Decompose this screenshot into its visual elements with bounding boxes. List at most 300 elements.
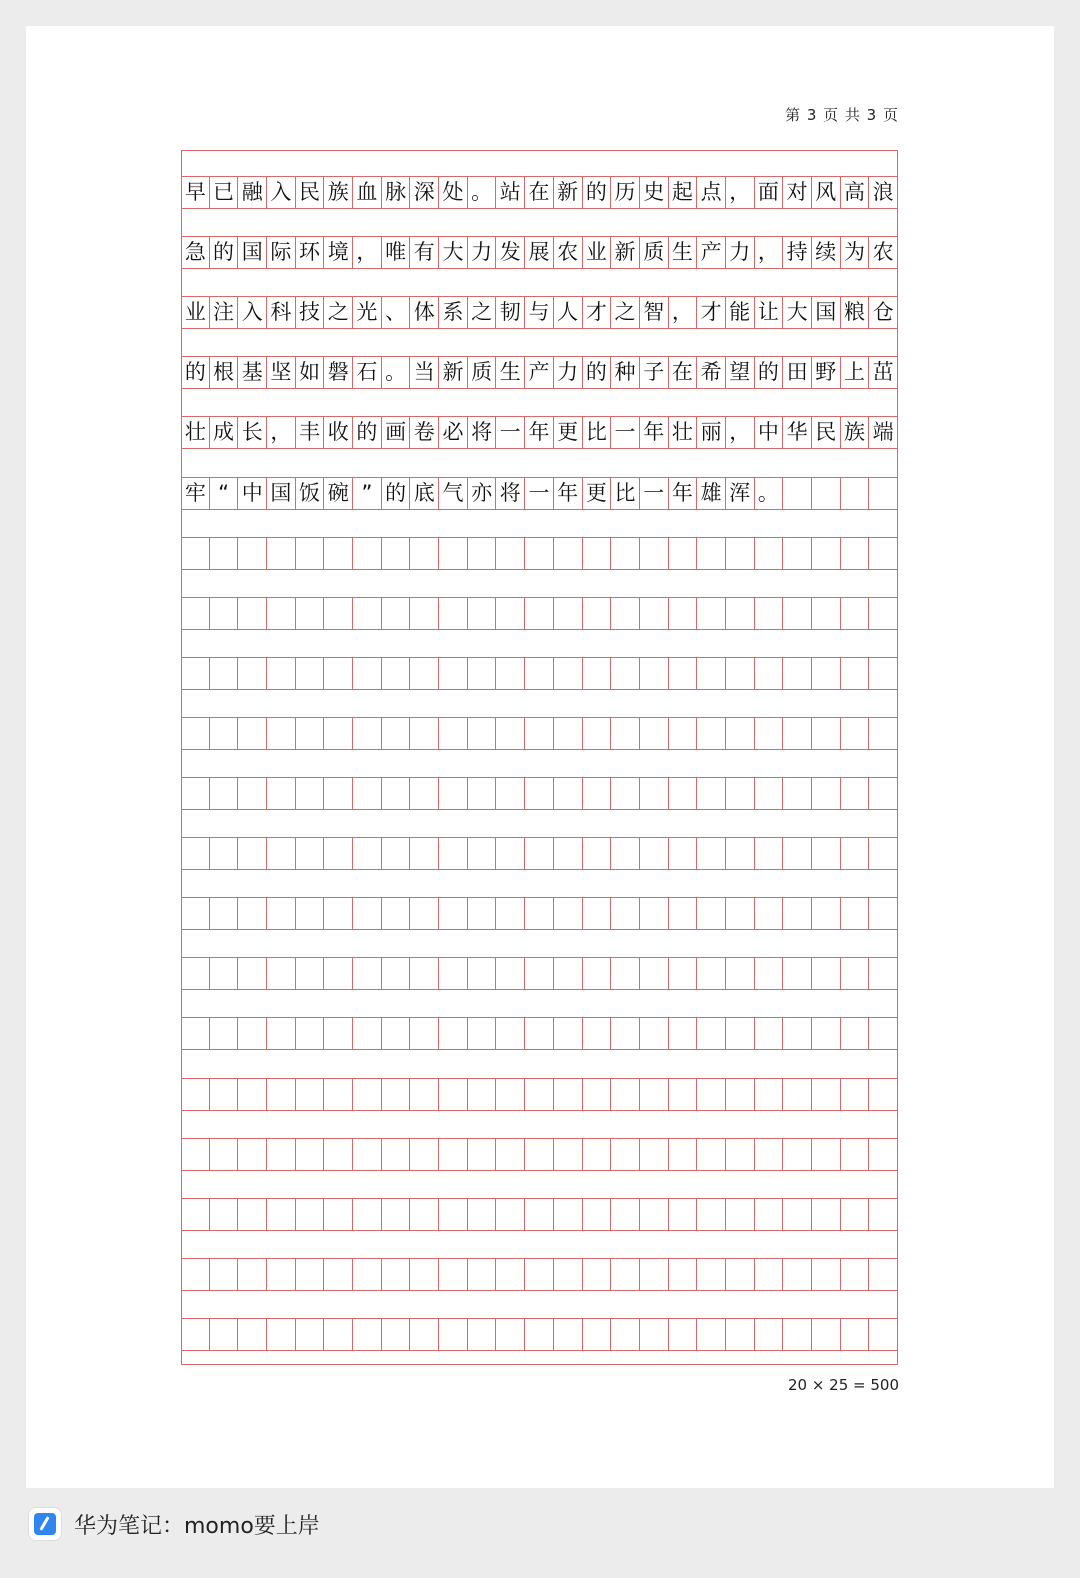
grid-cell	[525, 1199, 554, 1230]
grid-cell: 面	[755, 177, 784, 208]
grid-cell	[267, 1259, 296, 1290]
grid-cell: 点	[697, 177, 726, 208]
grid-cell: “	[210, 478, 239, 509]
grid-cell: 风	[812, 177, 841, 208]
grid-cell: 之	[324, 297, 353, 328]
grid-row	[181, 176, 898, 209]
grid-cell	[181, 1079, 210, 1110]
grid-cell	[869, 778, 898, 809]
grid-cell: 新	[439, 357, 468, 388]
grid-cell: 续	[812, 237, 841, 268]
grid-cell: 展	[525, 237, 554, 268]
grid-cell	[611, 838, 640, 869]
grid-cell	[267, 718, 296, 749]
grid-cell	[726, 598, 755, 629]
grid-cell	[267, 1199, 296, 1230]
grid-cell	[296, 658, 325, 689]
grid-cell	[210, 1018, 239, 1049]
grid-cell	[841, 778, 870, 809]
grid-cell	[496, 898, 525, 929]
grid-cell	[181, 778, 210, 809]
grid-cell: 上	[841, 357, 870, 388]
grid-cell	[755, 838, 784, 869]
grid-cell: 牢	[181, 478, 210, 509]
grid-cell	[812, 1259, 841, 1290]
grid-cell	[583, 1018, 612, 1049]
cell-count: 20 × 25 = 500	[787, 1376, 899, 1394]
grid-cell	[669, 1199, 698, 1230]
grid-cell	[554, 1079, 583, 1110]
grid-cell: 农	[554, 237, 583, 268]
grid-cell: 智	[640, 297, 669, 328]
grid-cell	[238, 1319, 267, 1350]
grid-cell	[640, 718, 669, 749]
grid-row	[181, 236, 898, 269]
grid-cell	[697, 1199, 726, 1230]
grid-cell: 生	[496, 357, 525, 388]
grid-cell: 民	[812, 417, 841, 448]
grid-cell	[382, 1319, 411, 1350]
paper-page	[26, 26, 1054, 1488]
grid-cell: 雄	[697, 478, 726, 509]
grid-cell	[697, 898, 726, 929]
grid-cell	[669, 538, 698, 569]
grid-cell	[611, 778, 640, 809]
grid-cell	[755, 1319, 784, 1350]
grid-cell	[554, 1139, 583, 1170]
grid-cell	[697, 1018, 726, 1049]
grid-cell	[468, 1199, 497, 1230]
grid-cell: 碗	[324, 478, 353, 509]
grid-cell	[755, 958, 784, 989]
grid-cell	[324, 838, 353, 869]
grid-cell: 人	[554, 297, 583, 328]
grid-cell	[410, 1018, 439, 1049]
grid-cell	[669, 1018, 698, 1049]
grid-cell	[611, 538, 640, 569]
grid-cell	[296, 1079, 325, 1110]
grid-cell	[382, 958, 411, 989]
grid-cell	[869, 1199, 898, 1230]
grid-cell: 画	[382, 417, 411, 448]
grid-cell	[841, 838, 870, 869]
grid-cell	[554, 1199, 583, 1230]
grid-cell	[554, 658, 583, 689]
grid-cell	[669, 718, 698, 749]
grid-cell: 希	[697, 357, 726, 388]
grid-cell: 当	[410, 357, 439, 388]
grid-cell: 种	[611, 357, 640, 388]
grid-cell	[353, 1319, 382, 1350]
grid-cell	[468, 1139, 497, 1170]
grid-cell	[410, 1259, 439, 1290]
grid-cell	[382, 538, 411, 569]
grid-row	[181, 1258, 898, 1291]
grid-cell: 的	[583, 177, 612, 208]
grid-cell	[210, 1319, 239, 1350]
grid-cell	[611, 718, 640, 749]
grid-cell	[353, 718, 382, 749]
grid-cell: 生	[669, 237, 698, 268]
notes-app-icon	[28, 1507, 62, 1541]
grid-cell	[382, 1199, 411, 1230]
grid-cell	[640, 778, 669, 809]
grid-cell: 更	[583, 478, 612, 509]
grid-cell	[296, 778, 325, 809]
grid-cell	[726, 1259, 755, 1290]
grid-cell: 磐	[324, 357, 353, 388]
grid-cell	[324, 1018, 353, 1049]
grid-cell	[554, 778, 583, 809]
grid-cell	[869, 898, 898, 929]
grid-cell: 历	[611, 177, 640, 208]
grid-cell	[583, 1139, 612, 1170]
grid-cell	[496, 838, 525, 869]
grid-cell	[496, 1259, 525, 1290]
grid-cell: 丽	[697, 417, 726, 448]
grid-cell	[353, 838, 382, 869]
grid-cell	[439, 778, 468, 809]
grid-cell	[755, 1259, 784, 1290]
grid-cell	[324, 1139, 353, 1170]
grid-cell: 对	[783, 177, 812, 208]
grid-cell: 体	[410, 297, 439, 328]
grid-cell	[640, 958, 669, 989]
grid-cell: 如	[296, 357, 325, 388]
grid-cell	[496, 1319, 525, 1350]
grid-cell: 融	[238, 177, 267, 208]
grid-cell	[468, 838, 497, 869]
grid-cell	[525, 658, 554, 689]
grid-cell: 产	[697, 237, 726, 268]
grid-cell	[841, 898, 870, 929]
grid-cell: 壮	[181, 417, 210, 448]
grid-cell	[755, 538, 784, 569]
grid-cell	[238, 1139, 267, 1170]
grid-cell	[783, 1199, 812, 1230]
grid-cell	[267, 1079, 296, 1110]
grid-cell	[324, 1199, 353, 1230]
grid-cell	[841, 958, 870, 989]
writing-grid	[181, 150, 898, 1365]
grid-cell	[755, 1199, 784, 1230]
grid-cell	[410, 598, 439, 629]
grid-cell	[640, 1139, 669, 1170]
grid-cell	[353, 538, 382, 569]
grid-cell: 发	[496, 237, 525, 268]
grid-cell	[783, 958, 812, 989]
grid-cell	[669, 898, 698, 929]
grid-cell	[554, 958, 583, 989]
grid-cell: 的	[353, 417, 382, 448]
grid-cell: 唯	[382, 237, 411, 268]
grid-cell	[869, 1259, 898, 1290]
grid-cell	[181, 658, 210, 689]
grid-cell	[496, 598, 525, 629]
grid-cell	[410, 838, 439, 869]
grid-cell: 气	[439, 478, 468, 509]
grid-cell: 韧	[496, 297, 525, 328]
grid-cell: 已	[210, 177, 239, 208]
grid-cell	[726, 538, 755, 569]
grid-cell: 的	[382, 478, 411, 509]
grid-cell	[410, 778, 439, 809]
grid-cell: 起	[669, 177, 698, 208]
grid-cell: 亦	[468, 478, 497, 509]
grid-cell	[439, 1319, 468, 1350]
grid-row	[181, 1138, 898, 1171]
grid-cell: 急	[181, 237, 210, 268]
grid-cell: 入	[267, 177, 296, 208]
grid-cell	[783, 1018, 812, 1049]
grid-cell: 与	[525, 297, 554, 328]
grid-cell	[812, 958, 841, 989]
grid-cell	[611, 1259, 640, 1290]
grid-cell: 成	[210, 417, 239, 448]
grid-cell	[296, 898, 325, 929]
grid-cell	[210, 718, 239, 749]
grid-cell: 史	[640, 177, 669, 208]
grid-cell	[267, 898, 296, 929]
grid-cell	[697, 838, 726, 869]
grid-cell	[783, 1319, 812, 1350]
grid-cell	[755, 778, 784, 809]
grid-cell	[353, 1139, 382, 1170]
grid-cell	[296, 958, 325, 989]
grid-cell	[324, 778, 353, 809]
grid-cell	[468, 1259, 497, 1290]
grid-cell	[812, 658, 841, 689]
grid-cell	[468, 958, 497, 989]
grid-cell: 新	[611, 237, 640, 268]
grid-cell	[181, 1139, 210, 1170]
grid-cell: 民	[296, 177, 325, 208]
grid-cell	[583, 658, 612, 689]
grid-cell: 产	[525, 357, 554, 388]
grid-cell	[755, 598, 784, 629]
grid-cell: ，	[726, 177, 755, 208]
grid-cell	[296, 598, 325, 629]
grid-cell	[554, 598, 583, 629]
grid-cell	[783, 538, 812, 569]
grid-cell: 深	[410, 177, 439, 208]
grid-row	[181, 957, 898, 990]
grid-cell	[181, 1319, 210, 1350]
grid-cell	[525, 1319, 554, 1350]
grid-cell	[726, 1139, 755, 1170]
grid-cell	[267, 958, 296, 989]
grid-cell	[238, 598, 267, 629]
grid-cell	[783, 658, 812, 689]
grid-cell: 一	[640, 478, 669, 509]
grid-cell	[410, 898, 439, 929]
grid-cell	[783, 718, 812, 749]
grid-cell: 丰	[296, 417, 325, 448]
grid-cell	[439, 1259, 468, 1290]
grid-cell: 之	[468, 297, 497, 328]
grid-cell	[382, 1079, 411, 1110]
grid-cell	[353, 1018, 382, 1049]
grid-cell	[210, 658, 239, 689]
grid-cell	[525, 1018, 554, 1049]
grid-cell: 年	[554, 478, 583, 509]
grid-cell: 中	[755, 417, 784, 448]
grid-cell: 一	[525, 478, 554, 509]
grid-cell	[726, 958, 755, 989]
grid-cell	[812, 1079, 841, 1110]
grid-cell	[611, 1319, 640, 1350]
grid-cell	[210, 778, 239, 809]
grid-cell: 。	[468, 177, 497, 208]
grid-row	[181, 1017, 898, 1050]
grid-cell	[238, 718, 267, 749]
grid-cell: 收	[324, 417, 353, 448]
grid-cell: 持	[783, 237, 812, 268]
grid-cell: 有	[410, 237, 439, 268]
grid-cell	[812, 778, 841, 809]
grid-cell	[410, 1199, 439, 1230]
grid-cell	[669, 1259, 698, 1290]
grid-cell	[697, 958, 726, 989]
grid-cell	[496, 1199, 525, 1230]
grid-cell	[525, 898, 554, 929]
grid-cell: 能	[726, 297, 755, 328]
grid-cell	[525, 958, 554, 989]
grid-cell: 更	[554, 417, 583, 448]
grid-cell: 业	[181, 297, 210, 328]
grid-cell: 质	[640, 237, 669, 268]
grid-cell	[640, 658, 669, 689]
grid-cell	[238, 538, 267, 569]
grid-cell: 。	[382, 357, 411, 388]
grid-cell	[267, 778, 296, 809]
grid-cell: 根	[210, 357, 239, 388]
grid-cell	[324, 598, 353, 629]
grid-cell: 壮	[669, 417, 698, 448]
grid-cell	[382, 778, 411, 809]
grid-cell	[468, 658, 497, 689]
grid-cell	[755, 1018, 784, 1049]
grid-cell	[812, 1199, 841, 1230]
grid-cell: 中	[238, 478, 267, 509]
grid-cell	[583, 718, 612, 749]
grid-cell	[382, 1018, 411, 1049]
grid-cell	[841, 1079, 870, 1110]
grid-cell	[382, 598, 411, 629]
grid-cell	[841, 1259, 870, 1290]
grid-cell	[583, 598, 612, 629]
grid-cell	[296, 1018, 325, 1049]
grid-cell: 国	[267, 478, 296, 509]
grid-cell	[181, 1199, 210, 1230]
grid-cell	[583, 538, 612, 569]
grid-cell	[783, 1259, 812, 1290]
grid-cell	[238, 958, 267, 989]
grid-cell	[324, 898, 353, 929]
grid-cell	[640, 1079, 669, 1110]
grid-cell	[496, 1079, 525, 1110]
grid-cell	[525, 718, 554, 749]
grid-cell: 才	[583, 297, 612, 328]
grid-cell: 。	[755, 478, 784, 509]
grid-cell	[726, 1018, 755, 1049]
grid-cell	[496, 778, 525, 809]
grid-row	[181, 296, 898, 329]
grid-cell: 族	[324, 177, 353, 208]
grid-cell: 力	[726, 237, 755, 268]
grid-cell	[181, 538, 210, 569]
grid-cell: 光	[353, 297, 382, 328]
grid-cell: 田	[783, 357, 812, 388]
grid-cell	[554, 718, 583, 749]
grid-cell	[812, 538, 841, 569]
grid-cell	[869, 838, 898, 869]
grid-cell	[324, 658, 353, 689]
grid-cell	[353, 1259, 382, 1290]
grid-cell: 仓	[869, 297, 898, 328]
grid-row	[181, 477, 898, 510]
grid-cell	[496, 658, 525, 689]
grid-cell	[468, 1079, 497, 1110]
grid-cell: ”	[353, 478, 382, 509]
grid-cell	[238, 838, 267, 869]
grid-cell: 、	[382, 297, 411, 328]
grid-cell	[181, 898, 210, 929]
grid-cell: 长	[238, 417, 267, 448]
grid-cell	[382, 838, 411, 869]
grid-cell	[324, 1319, 353, 1350]
grid-cell	[841, 1319, 870, 1350]
grid-cell	[353, 898, 382, 929]
grid-cell	[496, 538, 525, 569]
grid-cell	[496, 718, 525, 749]
grid-cell: 的	[210, 237, 239, 268]
grid-cell: 年	[669, 478, 698, 509]
grid-cell	[755, 898, 784, 929]
grid-cell: 站	[496, 177, 525, 208]
grid-cell	[267, 1139, 296, 1170]
grid-cell	[410, 958, 439, 989]
grid-cell	[210, 898, 239, 929]
grid-cell: 系	[439, 297, 468, 328]
grid-cell	[439, 838, 468, 869]
grid-cell	[869, 1079, 898, 1110]
grid-cell	[669, 1319, 698, 1350]
grid-cell: 族	[841, 417, 870, 448]
grid-cell	[554, 838, 583, 869]
grid-cell	[669, 658, 698, 689]
grid-cell: 必	[439, 417, 468, 448]
watermark-bar	[28, 1504, 320, 1544]
grid-cell: 在	[525, 177, 554, 208]
grid-cell	[324, 1079, 353, 1110]
grid-row	[181, 1318, 898, 1351]
grid-cell: 脉	[382, 177, 411, 208]
grid-cell	[496, 1018, 525, 1049]
grid-cell	[210, 1139, 239, 1170]
grid-cell	[841, 1139, 870, 1170]
grid-cell: 高	[841, 177, 870, 208]
grid-cell	[353, 778, 382, 809]
grid-cell	[210, 1079, 239, 1110]
grid-cell: 在	[669, 357, 698, 388]
grid-cell	[238, 1079, 267, 1110]
grid-cell	[410, 658, 439, 689]
grid-cell	[726, 898, 755, 929]
grid-cell	[869, 1018, 898, 1049]
grid-cell	[238, 658, 267, 689]
grid-cell	[783, 898, 812, 929]
